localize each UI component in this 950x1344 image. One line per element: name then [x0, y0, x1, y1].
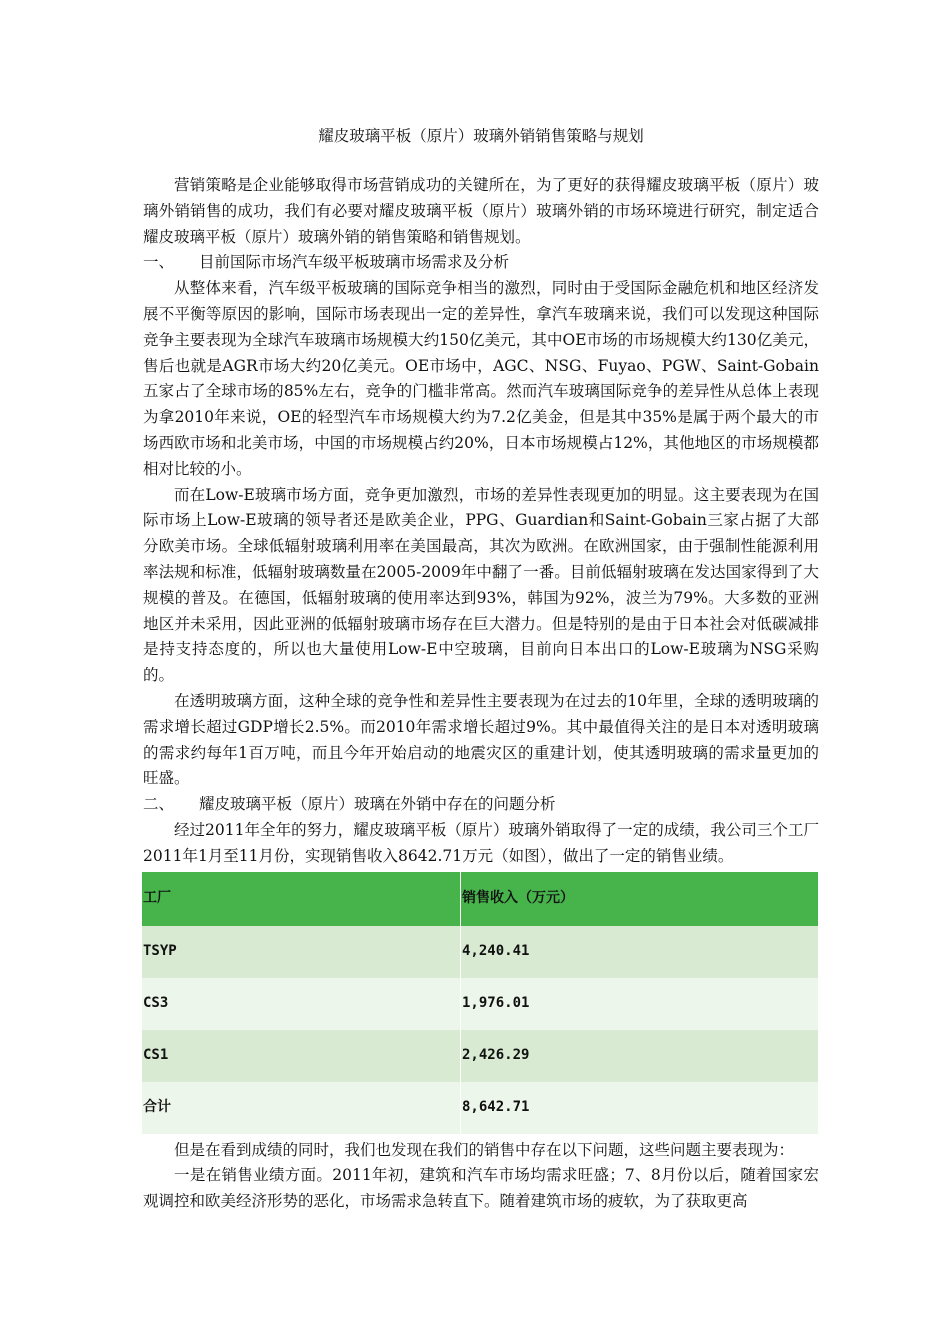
section-1-number: 一、	[143, 253, 175, 272]
sales-table	[142, 872, 818, 1134]
table-cell-factory: CS1	[142, 1030, 461, 1082]
section-1-heading	[143, 250, 819, 276]
table-header-row	[142, 872, 818, 926]
section-2-paragraph-1: 经过2011年全年的努力，耀皮玻璃平板（原片）玻璃外销取得了一定的成绩，我公司三个工厂2011年1月至11月份，实现销售收入8642.71万元（如图），做出了一定的销售业绩。	[143, 820, 819, 865]
table-cell-factory: TSYP	[142, 926, 461, 978]
section-1-paragraph-2: 而在Low-E玻璃市场方面，竞争更加激烈，市场的差异性表现更加的明显。这主要表现为在国际市场上Low-E玻璃的领导者还是欧美企业，PPG、Guardian和Saint-Gobain三家占据了大部分欧美市场。全球低辐射玻璃利用率在美国最高，其次为欧洲。在欧洲国家，由于强制性能源利用率法规和标准，低辐射玻璃数量在2005-2009年中翻了一番。目前低辐射玻璃在发达国家得到了大规模的普及。在德国，低辐射玻璃的使用率达到93%，韩国为92%，波兰为79%。大多数的亚洲地区并未采用，因此亚洲的低辐射玻璃市场存在巨大潜力。但是特别的是由于日本社会对低碳减排是持支持态度的，所以也大量使用Low-E中空玻璃，目前向日本出口的Low-E玻璃为NSG采购的。	[143, 485, 819, 685]
table-cell-factory: 合计	[142, 1082, 461, 1134]
table-row-total	[142, 1082, 818, 1134]
intro-paragraph: 营销策略是企业能够取得市场营销成功的关键所在，为了更好的获得耀皮玻璃平板（原片）玻璃外销销售的成功，我们有必要对耀皮玻璃平板（原片）玻璃外销的市场环境进行研究，制定适合耀皮玻璃平板（原片）玻璃外销的销售策略和销售规划。	[143, 176, 819, 246]
table-cell-revenue: 2,426.29	[461, 1030, 819, 1082]
section-2-paragraph-3: 一是在销售业绩方面。2011年初，建筑和汽车市场均需求旺盛；7、8月份以后，随着国家宏观调控和欧美经济形势的恶化，市场需求急转直下。随着建筑市场的疲软，为了获取更高	[143, 1166, 819, 1211]
table-row	[142, 1030, 818, 1082]
table-header-factory: 工厂	[142, 872, 461, 926]
table-cell-factory: CS3	[142, 978, 461, 1030]
table-cell-revenue: 8,642.71	[461, 1082, 819, 1134]
section-2-heading	[143, 792, 819, 818]
section-2-paragraph-2: 但是在看到成绩的同时，我们也发现在我们的销售中存在以下问题，这些问题主要表现为：	[174, 1140, 795, 1159]
section-1-paragraph-3: 在透明玻璃方面，这种全球的竞争性和差异性主要表现为在过去的10年里，全球的透明玻璃的需求增长超过GDP增长2.5%。而2010年需求增长超过9%。其中最值得关注的是日本对透明玻璃的需求约每年1百万吨，而且今年开始启动的地震灾区的重建计划，使其透明玻璃的需求量更加的旺盛。	[143, 691, 819, 788]
table-row	[142, 978, 818, 1030]
section-2-number: 二、	[143, 795, 175, 814]
section-1-paragraph-1: 从整体来看，汽车级平板玻璃的国际竞争相当的激烈，同时由于受国际金融危机和地区经济发展不平衡等原因的影响，国际市场表现出一定的差异性，拿汽车玻璃来说，我们可以发现这种国际竞争主要表现为全球汽车玻璃市场规模大约150亿美元，其中OE市场的市场规模大约130亿美元，售后也就是AGR市场大约20亿美元。OE市场中，AGC、NSG、Fuyao、PGW、Saint-Gobain五家占了全球市场的85%左右，竞争的门槛非常高。然而汽车玻璃国际竞争的差异性从总体上表现为拿2010年来说，OE的轻型汽车市场规模大约为7.2亿美金，但是其中35%是属于两个最大的市场西欧市场和北美市场，中国的市场规模占约20%，日本市场规模占12%，其他地区的市场规模都相对比较的小。	[143, 279, 819, 478]
document-body	[143, 173, 819, 1215]
document-title: 耀皮玻璃平板（原片）玻璃外销销售策略与规划	[318, 127, 644, 145]
table-row	[142, 926, 818, 978]
table-cell-revenue: 1,976.01	[461, 978, 819, 1030]
table-cell-revenue: 4,240.41	[461, 926, 819, 978]
table-header-revenue: 销售收入（万元）	[461, 872, 819, 926]
section-2-title: 耀皮玻璃平板（原片）玻璃在外销中存在的问题分析	[199, 795, 556, 814]
section-1-title: 目前国际市场汽车级平板玻璃市场需求及分析	[199, 253, 510, 272]
